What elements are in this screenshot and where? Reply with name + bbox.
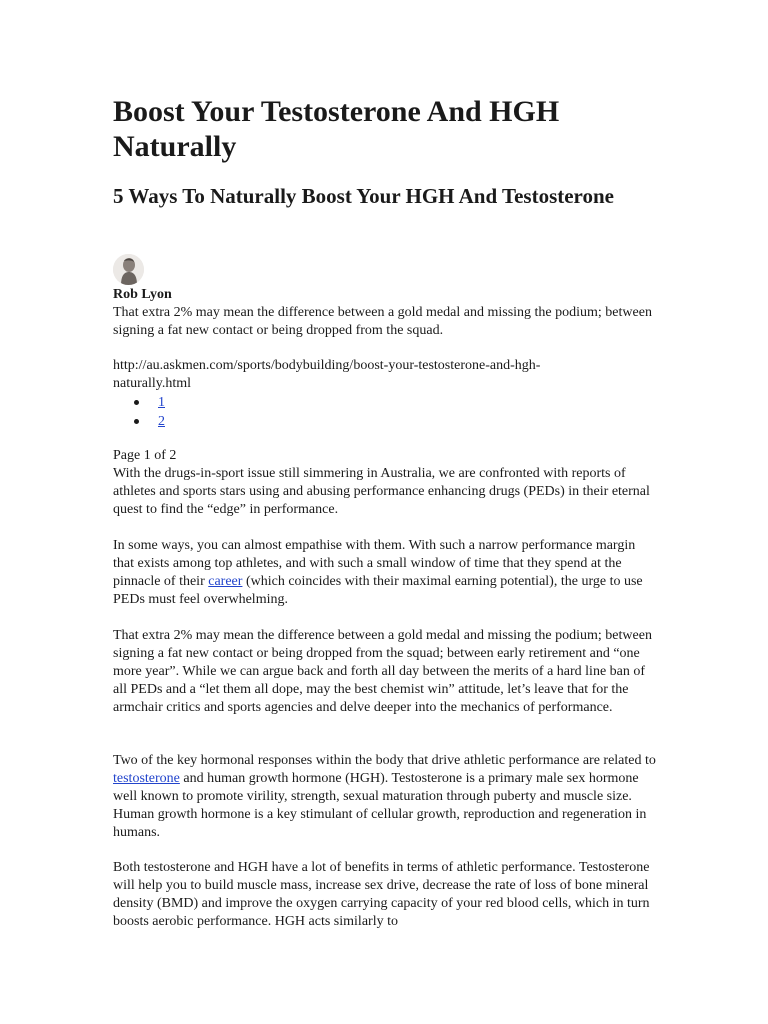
author-name: Rob Lyon [113, 287, 172, 302]
page-links-list [113, 393, 165, 431]
paragraph-5: Both testosterone and HGH have a lot of benefits in terms of athletic performance. Testosterone will help you to build muscle mass, increase sex drive, decrease the rate of loss of bone mineral density (BMD) and improve the oxygen carrying capacity of your red blood cells, which in turn boosts aerobic performance. HGH acts similarly to [113, 860, 650, 929]
page-link-item [113, 393, 165, 412]
paragraph-2-text-a: In some ways, you can almost empathise with them. With such a narrow performance margin that exists among top athletes, and with such a small window of time that they spend at the pinnacle of their [113, 538, 636, 589]
source-url: http://au.askmen.com/sports/bodybuilding/boost-your-testosterone-and-hgh-naturally.html [113, 358, 541, 391]
paragraph-4-text-b: and human growth hormone (HGH). Testosterone is a primary male sex hormone well known to promote virility, strength, sexual maturation through puberty and muscle size. Human growth hormone is a key stimulant of cellular growth, reproduction and regeneration in humans. [113, 770, 647, 840]
page-link-1[interactable]: 1 [158, 395, 165, 410]
intro-paragraph: That extra 2% may mean the difference between a gold medal and missing the podium; between signing a fat new contact or being dropped from the squad. [113, 305, 652, 338]
testosterone-link[interactable]: testosterone [113, 770, 180, 786]
career-link[interactable]: career [208, 573, 243, 589]
bullet-icon [134, 400, 139, 405]
paragraph-4 [113, 752, 658, 842]
article-subtitle: 5 Ways To Naturally Boost Your HGH And Testosterone [113, 184, 614, 208]
bullet-icon [134, 419, 139, 424]
author-avatar [113, 254, 144, 285]
page-indicator: Page 1 of 2 [113, 448, 177, 463]
paragraph-4-text-a: Two of the key hormonal responses within the body that drive athletic performance are related to [113, 753, 656, 768]
paragraph-2-text-b: (which coincides with their maximal earning potential), the urge to use PEDs must feel overwhelming. [113, 573, 643, 607]
paragraph-3: That extra 2% may mean the difference between a gold medal and missing the podium; between signing a fat new contact or being dropped from the squad; between early retirement and “one more year”. While we can argue back and forth all day between the merits of a hard line ban of all PEDs and a “let them all dope, may the best chemist win” attitude, let’s leave that for the armchair critics and sports agencies and delve deeper into the mechanics of performance. [113, 628, 652, 715]
paragraph-1: With the drugs-in-sport issue still simmering in Australia, we are confronted with reports of athletes and sports stars using and abusing performance enhancing drugs (PEDs) in their eternal quest to find the “edge” in performance. [113, 466, 650, 517]
page-link-item [113, 412, 165, 431]
article-title: Boost Your Testosterone And HGH Naturally [113, 95, 560, 163]
author-avatar-photo-icon [113, 254, 144, 285]
paragraph-2 [113, 537, 658, 609]
page-link-2[interactable]: 2 [158, 414, 165, 429]
